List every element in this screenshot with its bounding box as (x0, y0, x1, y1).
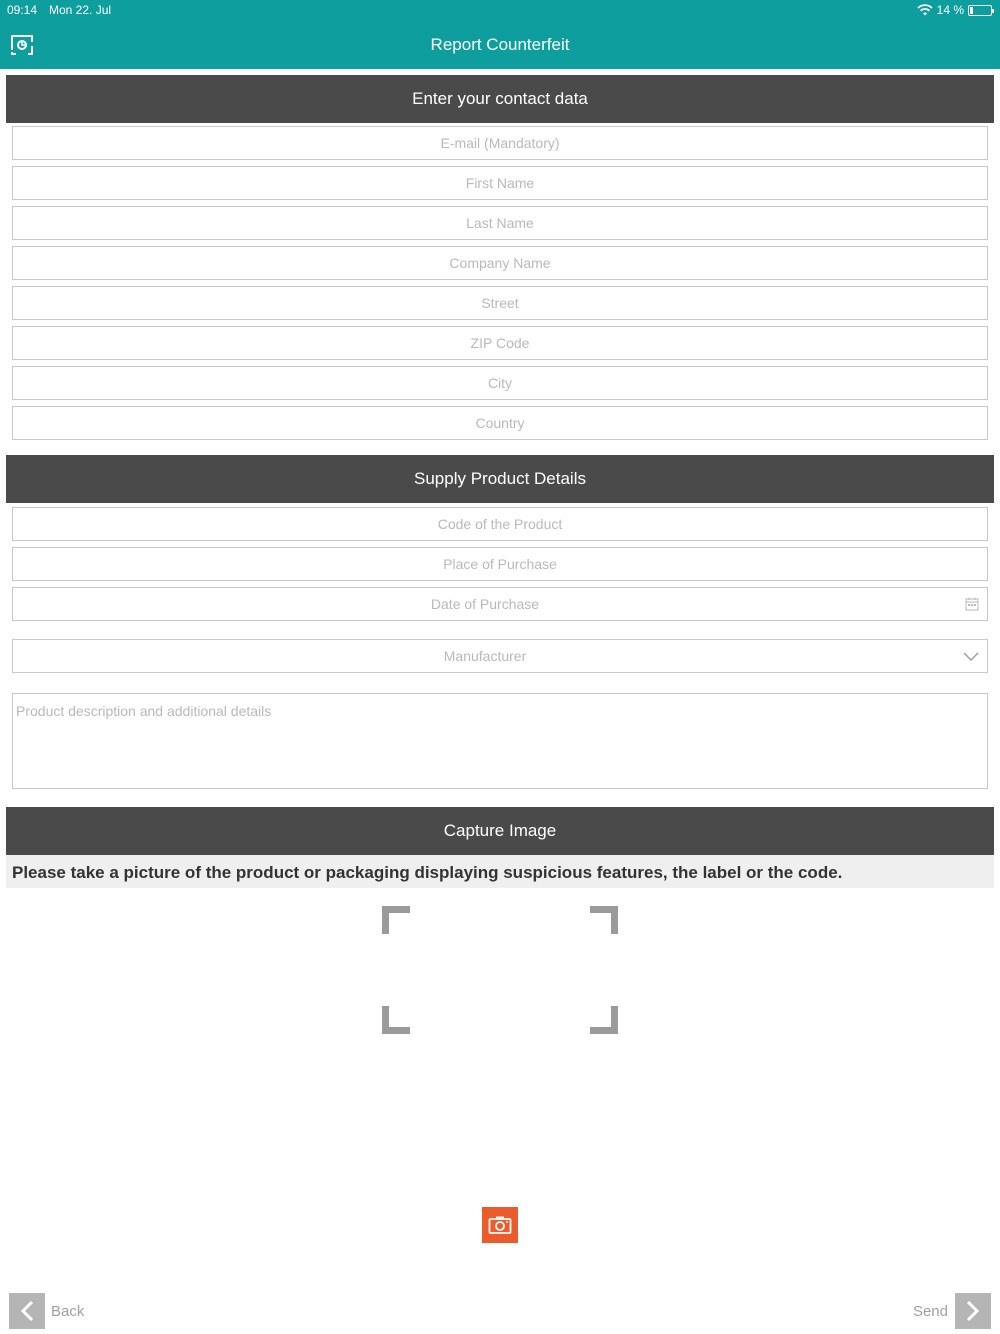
viewfinder-corner-top-right (590, 906, 618, 934)
battery-percent: 14 % (936, 3, 964, 17)
calendar-icon[interactable] (965, 597, 979, 611)
city-field[interactable]: City (12, 366, 988, 400)
last-name-field[interactable]: Last Name (12, 206, 988, 240)
place-of-purchase-field[interactable]: Place of Purchase (12, 547, 988, 581)
battery-icon (968, 5, 992, 16)
capture-instruction: Please take a picture of the product or packaging displaying suspicious features, the label or the code. (6, 855, 994, 888)
viewfinder-corner-top-left (382, 906, 410, 934)
product-section-header: Supply Product Details (6, 455, 994, 503)
page-title: Report Counterfeit (430, 35, 570, 54)
back-button[interactable] (9, 1293, 45, 1329)
email-field[interactable]: E-mail (Mandatory) (12, 126, 988, 160)
date-of-purchase-label: Date of Purchase (430, 596, 540, 612)
send-label[interactable]: Send (912, 1303, 948, 1320)
product-code-field[interactable]: Code of the Product (12, 507, 988, 541)
first-name-field[interactable]: First Name (12, 166, 988, 200)
wifi-icon (917, 4, 933, 16)
manufacturer-label: Manufacturer (443, 648, 527, 664)
zip-code-field[interactable]: ZIP Code (12, 326, 988, 360)
capture-photo-button[interactable] (482, 1207, 518, 1243)
country-field[interactable]: Country (12, 406, 988, 440)
nav-bar (0, 20, 1000, 69)
contact-section-header: Enter your contact data (6, 75, 994, 123)
camera-icon (488, 1215, 512, 1235)
company-name-field[interactable]: Company Name (12, 246, 988, 280)
street-field[interactable]: Street (12, 286, 988, 320)
status-right (917, 3, 992, 17)
viewfinder-corner-bottom-right (590, 1006, 618, 1034)
product-description-field[interactable]: Product description and additional details (12, 693, 988, 789)
status-date: Mon 22. Jul (49, 3, 112, 17)
status-bar (0, 0, 1000, 20)
chevron-right-icon (966, 1300, 980, 1322)
status-time: 09:14 (7, 3, 38, 17)
manufacturer-select[interactable] (12, 639, 988, 673)
viewfinder-corner-bottom-left (382, 1006, 410, 1034)
back-label[interactable]: Back (51, 1303, 85, 1320)
capture-section-header: Capture Image (6, 807, 994, 855)
chevron-down-icon[interactable] (963, 651, 979, 663)
send-button[interactable] (955, 1293, 991, 1329)
date-of-purchase-field[interactable] (12, 587, 988, 621)
chevron-left-icon (20, 1300, 34, 1322)
